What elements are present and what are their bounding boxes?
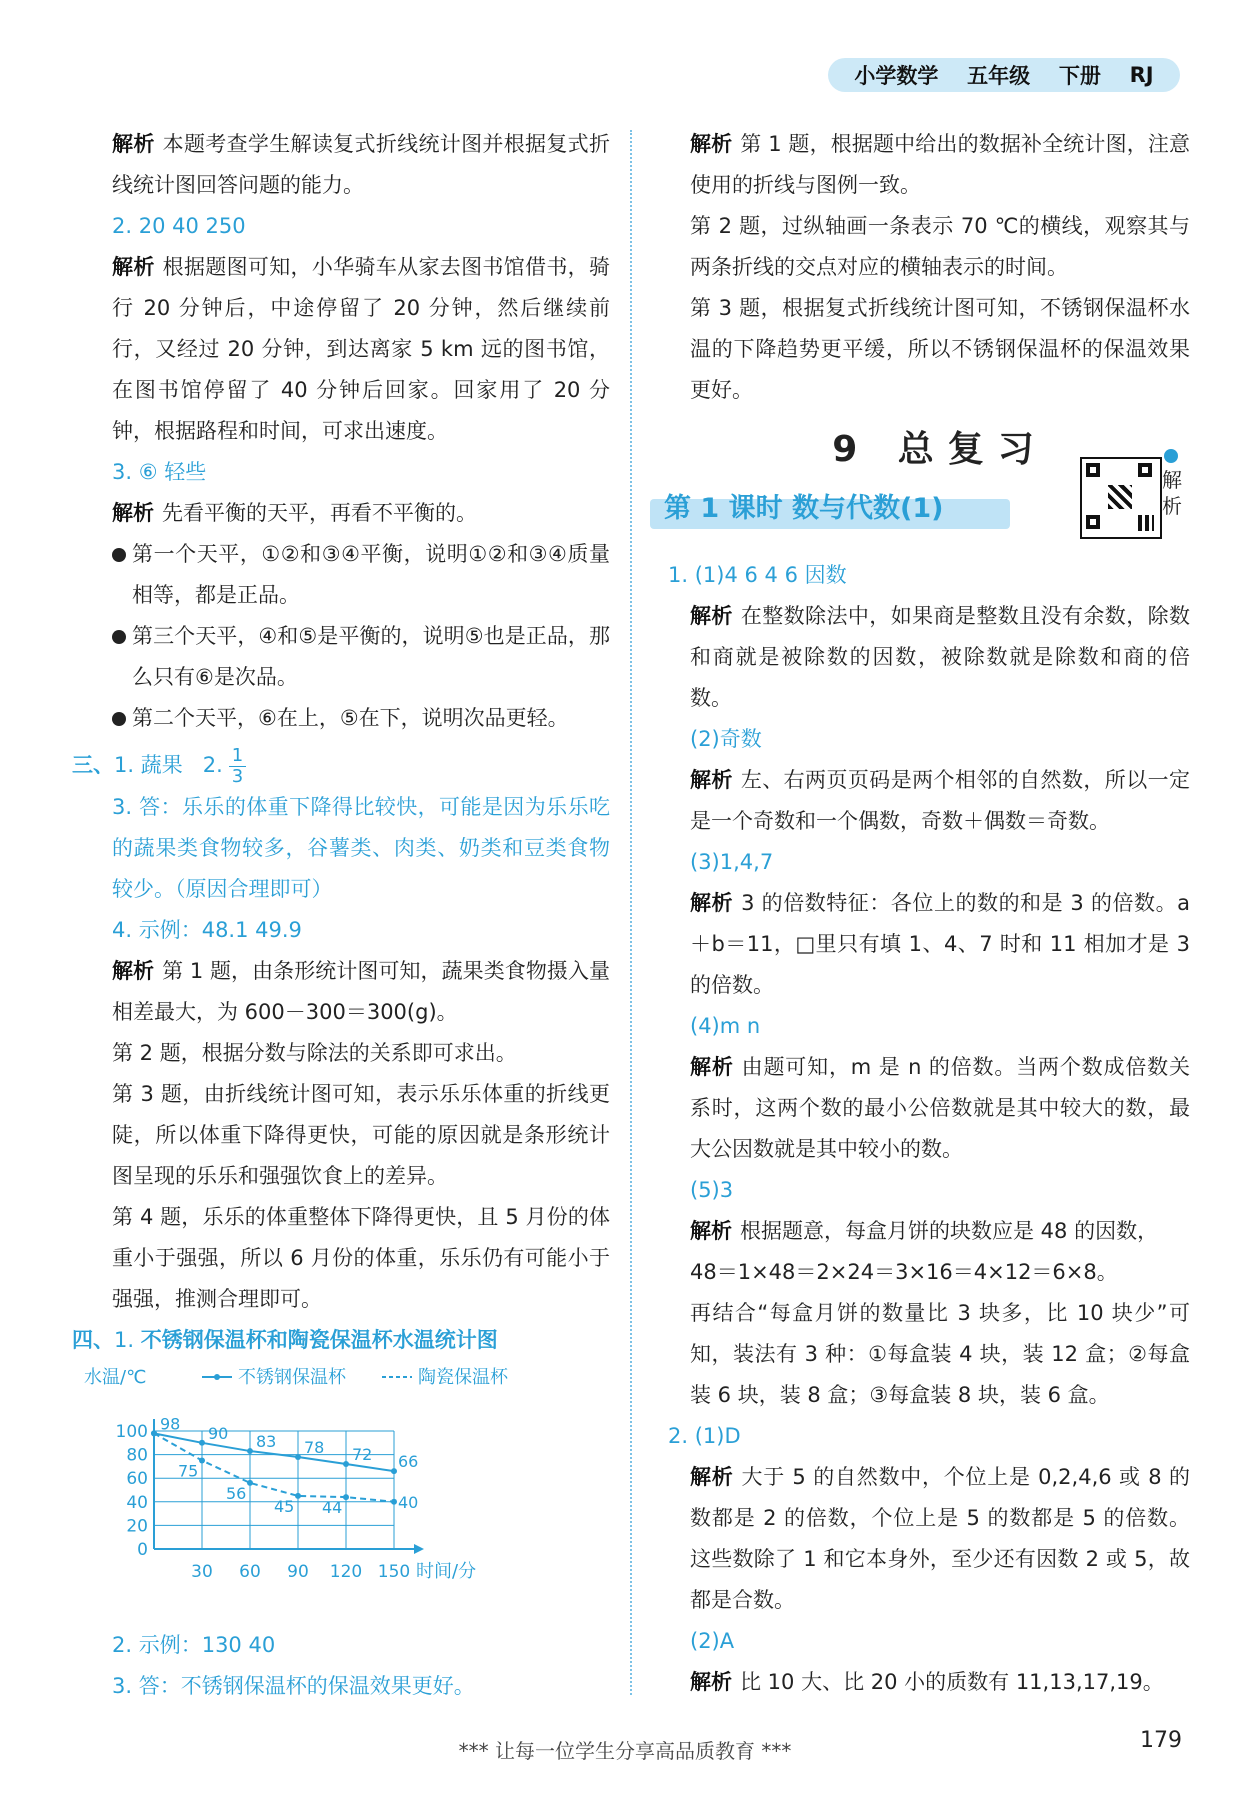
header-badge (828, 58, 1180, 92)
chart-title: 不锈钢保温杯和陶瓷保温杯水温统计图 (140, 1327, 498, 1352)
data-label: 90 (208, 1423, 229, 1443)
analysis-paragraph: 解析 在整数除法中，如果商是整数且没有余数，除数和商就是被除数的因数，被除数就是除数和商的倍数。 (690, 604, 1191, 710)
data-point (391, 1468, 397, 1474)
analysis-paragraph: 解析 3 的倍数特征：各位上的数的和是 3 的倍数。a＋b＝11，□里只有填 1、4、7 时和 11 相加才是 3 的倍数。 (690, 891, 1190, 997)
bullet-icon (112, 712, 126, 726)
answer-q2: 2. 20 40 250 (112, 214, 246, 238)
bullet-item: 第二个天平，⑥在上，⑤在下，说明次品更轻。 (112, 698, 610, 739)
data-point (151, 1430, 157, 1436)
analysis-paragraph: 第 4 题，乐乐的体重整体下降得更快，且 5 月份的体重小于强强，所以 6 月份的体重，乐乐仍有可能小于强强，推测合理即可。 (112, 1204, 610, 1311)
data-point (391, 1498, 397, 1504)
x-axis-label: 时间/分 (416, 1560, 477, 1582)
data-point (343, 1494, 349, 1500)
header-subject: 小学数学 (854, 64, 939, 88)
answer-sec3-q4: 4. 示例：48.1 49.9 (112, 917, 302, 942)
y-tick-label: 20 (126, 1515, 148, 1536)
section-3-answers: 三、1. 蔬果 2. $\frac{1}{3}$ (72, 745, 610, 787)
analysis-paragraph: 第 3 题，由折线统计图可知，表示乐乐体重的折线更陡，所以体重下降得更快，可能的原因就是条形统计图呈现的乐乐和强强饮食上的差异。 (112, 1081, 610, 1188)
legend-marker (214, 1374, 220, 1380)
x-tick-label: 30 (191, 1561, 213, 1582)
data-label: 45 (274, 1496, 295, 1516)
answer-2-1: 2. (1)D (668, 1424, 741, 1448)
data-point (247, 1479, 253, 1485)
analysis-paragraph: 第 2 题，过纵轴画一条表示 70 ℃的横线，观察其与两条折线的交点对应的横轴表示的时间。 (690, 214, 1190, 279)
data-label: 66 (398, 1451, 419, 1471)
x-axis-arrow (414, 1544, 424, 1554)
data-label: 72 (352, 1444, 373, 1464)
analysis-paragraph: 解析 大于 5 的自然数中，个位上是 0,2,4,6 或 8 的数都是 2 的倍数，个位上是 5 的数都是 5 的倍数。这些数除了 1 和它本身外，至少还有因数 2 或 5，故都是合数。 (690, 1465, 1190, 1612)
analysis-paragraph: 解析 第 1 题，由条形统计图可知，蔬果类食物摄入量相差最大，为 600－300＝300(g)。 (112, 958, 611, 1024)
analysis-paragraph: 解析 左、右两页页码是两个相邻的自然数，所以一定是一个奇数和一个偶数，奇数＋偶数＝奇数。 (690, 768, 1191, 833)
data-label: 83 (256, 1431, 277, 1451)
lesson-header (664, 468, 1190, 555)
answer-1-5: (5)3 (690, 1178, 734, 1202)
analysis-paragraph: 第 3 题，根据复式折线统计图可知，不锈钢保温杯水温的下降趋势更平缓，所以不锈钢保温杯的保温效果更好。 (690, 296, 1190, 402)
x-tick-label: 120 (329, 1561, 363, 1582)
line-chart (82, 1361, 610, 1625)
qr-code-icon[interactable] (1080, 457, 1162, 539)
lesson-title: 第 1 课时 数与代数(1) (664, 493, 944, 524)
line-chart-svg (82, 1361, 562, 1611)
analysis-paragraph: 48＝1×48＝2×24＝3×16＝4×12＝6×8。 (690, 1260, 1118, 1284)
bullet-icon (112, 548, 126, 562)
page-number: 179 (1140, 1728, 1182, 1753)
data-point (343, 1461, 349, 1467)
analysis-paragraph: 解析 第 1 题，根据题中给出的数据补全统计图，注意使用的折线与图例一致。 (690, 132, 1191, 197)
header-edition: RJ (1129, 63, 1154, 87)
answer-1-1: 1. (1)4 6 4 6 因数 (668, 563, 847, 587)
data-label: 40 (398, 1492, 419, 1512)
answer-1-3: (3)1,4,7 (690, 850, 774, 874)
data-point (199, 1457, 205, 1463)
bullet-icon (112, 630, 126, 644)
y-tick-label: 40 (126, 1492, 148, 1513)
answer-2-2: (2)A (690, 1629, 735, 1653)
data-label: 75 (178, 1461, 199, 1480)
answer-q3: 3. ⑥ 轻些 (112, 460, 207, 484)
legend-label: 不锈钢保温杯 (238, 1366, 346, 1388)
analysis-paragraph: 解析 根据题意，每盒月饼的块数应是 48 的因数， (690, 1219, 1159, 1243)
data-point (295, 1492, 301, 1498)
analysis-paragraph: 解析 比 10 大、比 20 小的质数有 11,13,17,19。 (690, 1670, 1164, 1694)
answer-1-2: (2)奇数 (690, 727, 762, 751)
data-label: 98 (160, 1413, 181, 1433)
fraction: $\frac{1}{3}$ (229, 746, 246, 787)
answer-sec3-q3: 3. 答：乐乐的体重下降得比较快，可能是因为乐乐吃的蔬果类食物较多，谷薯类、肉类、奶类和豆类食物较少。（原因合理即可） (112, 794, 610, 901)
header-volume: 下册 (1058, 64, 1101, 88)
bullet-item: 第一个天平，①②和③④平衡，说明①②和③④质量相等，都是正品。 (112, 534, 610, 616)
column-divider (630, 130, 632, 1695)
y-tick-label: 60 (126, 1468, 148, 1489)
analysis-paragraph: 解析 由题可知，m 是 n 的倍数。当两个数成倍数关系时，这两个数的最小公倍数就是其中较大的数，最大公因数就是其中较小的数。 (690, 1055, 1190, 1161)
data-label: 56 (226, 1483, 247, 1503)
answer-1-4: (4)m n (690, 1014, 761, 1038)
x-tick-label: 90 (287, 1561, 309, 1582)
analysis-paragraph: 解析 先看平衡的天平，再看不平衡的。 (112, 501, 477, 525)
answer-sec4-q2: 2. 示例：130 40 (112, 1632, 276, 1657)
analysis-paragraph: 解析 本题考查学生解读复式折线统计图并根据复式折线统计图回答问题的能力。 (112, 132, 611, 197)
x-tick-label: 60 (239, 1561, 261, 1582)
chapter-title: 9 总复习 (832, 429, 1048, 470)
y-axis-label: 水温/℃ (84, 1366, 147, 1388)
y-tick-label: 0 (137, 1539, 148, 1560)
analysis-paragraph: 解析 根据题图可知，小华骑车从家去图书馆借书，骑行 20 分钟后，中途停留了 20 分钟，然后继续前行，又经过 20 分钟，到达离家 5 km 远的图书馆，在图书馆停留了 40 分钟后回家。回家用了 20 分钟，根据路程和时间，可求出速度。 (112, 255, 611, 443)
left-column (72, 124, 611, 1707)
data-point (295, 1453, 301, 1459)
section-4-q1: 四、1. 不锈钢保温杯和陶瓷保温杯水温统计图 (72, 1327, 498, 1352)
data-point (247, 1448, 253, 1454)
play-icon (1164, 449, 1178, 463)
right-column (664, 124, 1191, 1703)
data-label: 78 (304, 1437, 325, 1457)
qr-label: 解析 (1162, 468, 1182, 518)
data-point (199, 1439, 205, 1445)
bullet-item: 第三个天平，④和⑤是平衡的，说明⑤也是正品，那么只有⑥是次品。 (112, 616, 610, 698)
answer-sec4-q3: 3. 答：不锈钢保温杯的保温效果更好。 (112, 1673, 475, 1698)
data-label: 44 (322, 1497, 343, 1517)
x-tick-label: 150 (377, 1561, 411, 1582)
header-grade: 五年级 (967, 64, 1031, 88)
legend-label: 陶瓷保温杯 (418, 1366, 508, 1388)
analysis-paragraph: 第 2 题，根据分数与除法的关系即可求出。 (112, 1040, 517, 1065)
y-tick-label: 80 (126, 1445, 148, 1466)
y-tick-label: 100 (115, 1421, 148, 1442)
footer-slogan: *** 让每一位学生分享高品质教育 *** (458, 1739, 792, 1763)
analysis-paragraph: 再结合“每盒月饼的数量比 3 块多，比 10 块少”可知，装法有 3 种：①每盒装 4 块，装 12 盒；②每盒装 6 块，装 8 盒；③每盒装 8 块，装 6 盒。 (690, 1301, 1190, 1407)
